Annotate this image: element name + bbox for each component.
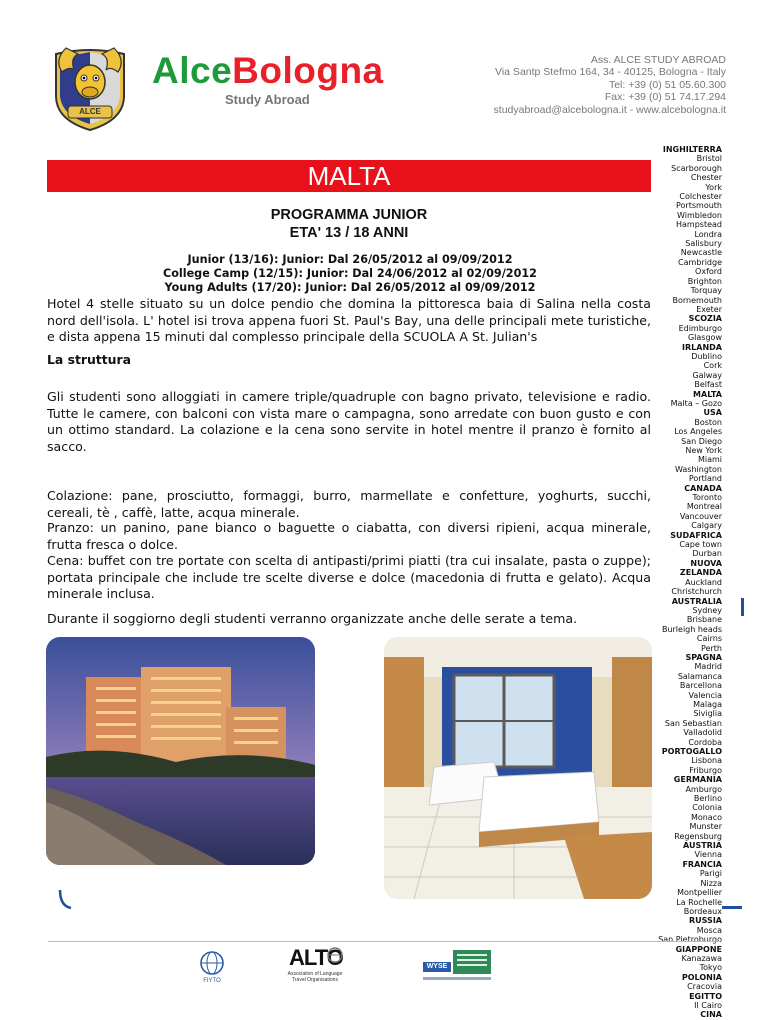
sidebar-city: Salisbury bbox=[685, 239, 722, 249]
colazione-paragraph: Colazione: pane, prosciutto, formaggi, burro, marmellate e confetture, yoghurts, succhi, cereali, tè , caffè, latte, acqua minerale. bbox=[47, 488, 651, 520]
sidebar-country: RUSSIA bbox=[689, 916, 722, 926]
sidebar-city: Amburgo bbox=[685, 784, 722, 794]
sidebar-city: Vancouver bbox=[679, 511, 722, 521]
sidebar-city: Boston bbox=[694, 417, 722, 427]
sidebar-city: Newcastle bbox=[680, 248, 722, 258]
sidebar-city: Wimbledon bbox=[676, 210, 722, 220]
sidebar-city: Parigi bbox=[699, 869, 722, 879]
wyse-label: WYSE bbox=[426, 963, 448, 970]
hotel-exterior-image bbox=[46, 637, 315, 865]
sidebar-city: Toronto bbox=[692, 493, 722, 503]
sidebar-city: Colchester bbox=[679, 192, 722, 202]
fiyto-logo bbox=[190, 948, 234, 986]
sidebar-city: Galway bbox=[692, 370, 722, 380]
alto-caption-2: Travel Organisations bbox=[292, 977, 338, 983]
sidebar-city: Portsmouth bbox=[676, 201, 722, 211]
sidebar-country: SUDAFRICA bbox=[670, 530, 722, 540]
sidebar-country: EGITTO bbox=[689, 991, 722, 1001]
sidebar-city: Montpellier bbox=[677, 888, 722, 898]
hotel-room-image bbox=[384, 637, 652, 899]
sidebar-city: Siviglia bbox=[693, 709, 722, 719]
alto-label: ALTO bbox=[289, 945, 343, 970]
contact-line: Via Santp Stefmo 164, 34 - 40125, Bologna - Italy bbox=[495, 66, 726, 79]
sidebar-city: Valencia bbox=[688, 690, 722, 700]
sidebar-city: Brisbane bbox=[686, 615, 722, 625]
pranzo-paragraph: Pranzo: un panino, pane bianco o baguette o ciabatta, con diversi ripieni, acqua minerale, frutta fresca o dolce. bbox=[47, 520, 651, 552]
sidebar-city: Malta – Gozo bbox=[670, 398, 722, 408]
sidebar-city: Barcellona bbox=[679, 681, 722, 691]
sidebar-city: York bbox=[705, 182, 722, 192]
sidebar-city: Dublino bbox=[691, 351, 722, 361]
sidebar-city: Cape town bbox=[679, 540, 722, 550]
sidebar-city: Christchurch bbox=[671, 587, 722, 597]
sidebar-country: NUOVA ZELANDA bbox=[679, 558, 722, 578]
footer-divider bbox=[48, 941, 720, 942]
badge-label: ALCE bbox=[79, 107, 101, 116]
sidebar-city: San Pietroburgo bbox=[658, 935, 722, 945]
sidebar-city: Monaco bbox=[690, 812, 722, 822]
sidebar-city: Malaga bbox=[693, 699, 722, 709]
date-line: Young Adults (17/20): Junior: Dal 26/05/2012 al 09/09/2012 bbox=[164, 281, 536, 294]
wyse-logo bbox=[423, 950, 491, 984]
section-heading-struttura: La struttura bbox=[47, 352, 131, 367]
dates-block bbox=[150, 253, 550, 295]
intro-paragraph: Hotel 4 stelle situato su un dolce pendio che domina la pittoresca baia di Salina nella costa nord dell'isola. L' hotel isi trova appena fuori St. Paul's Bay, una delle principali mete turistiche, e dista appena 15 minuti dal complesso principale della SCUOLA A St. Julian's bbox=[47, 296, 651, 344]
sidebar-city: New York bbox=[685, 446, 722, 455]
brand-bologna: Bologna bbox=[232, 50, 384, 91]
contact-line: Fax: +39 (0) 51 74.17.294 bbox=[604, 91, 726, 104]
sidebar-city: Sydney bbox=[692, 605, 722, 615]
sidebar-city: San Sebastian bbox=[664, 718, 722, 728]
date-line: College Camp (12/15): Junior: Dal 24/06/2012 al 02/09/2012 bbox=[163, 267, 537, 280]
hotel-exterior-photo bbox=[46, 637, 315, 865]
sidebar-city: Hampstead bbox=[676, 220, 722, 230]
contact-line[interactable]: studyabroad@alcebologna.it - www.alcebologna.it bbox=[493, 103, 726, 116]
sidebar-city: Nizza bbox=[700, 878, 722, 888]
sidebar-country: SPAGNA bbox=[685, 652, 722, 662]
sidebar-city: Lisbona bbox=[691, 756, 722, 766]
sidebar-city: Miami bbox=[697, 455, 722, 465]
sidebar-city: Tokyo bbox=[699, 963, 722, 973]
bracket-line-icon bbox=[722, 906, 742, 910]
sidebar-country: CINA bbox=[700, 1010, 722, 1020]
sidebar-city: San Diego bbox=[681, 436, 722, 446]
bracket-mark-icon bbox=[741, 598, 745, 616]
sidebar-city: Belfast bbox=[694, 380, 722, 390]
sidebar-country: INGHILTERRA bbox=[662, 145, 722, 154]
sidebar-city: Regensburg bbox=[674, 831, 722, 841]
alto-caption-1: Association of Language bbox=[287, 971, 343, 977]
sidebar-city: Bornemouth bbox=[672, 295, 722, 305]
sidebar-city: Perth bbox=[701, 643, 722, 653]
contact-line: Tel: +39 (0) 51 05.60.300 bbox=[608, 78, 726, 91]
sidebar-city: Scarborough bbox=[671, 163, 722, 173]
sidebar-country: AUSTRALIA bbox=[671, 596, 722, 606]
hotel-room-photo bbox=[384, 637, 652, 899]
sidebar-city: Vienna bbox=[694, 850, 722, 860]
country-banner: MALTA bbox=[47, 160, 651, 192]
alce-logo-badge bbox=[48, 40, 132, 134]
sidebar-city: Bordeaux bbox=[683, 906, 722, 916]
serate-paragraph: Durante il soggiorno degli studenti verranno organizzate anche delle serate a tema. bbox=[47, 611, 578, 626]
sidebar-city: Friburgo bbox=[689, 765, 722, 775]
cena-paragraph: Cena: buffet con tre portate con scelta di antipasti/primi piatti (tra cui insalate, pasta o zuppe); portata principale che include tre scelte diverse e dolce (macedonia di frutta e gelato). Acqua minerale inclusa. bbox=[47, 553, 651, 601]
sidebar-city: Cracovia bbox=[687, 982, 722, 992]
sidebar-city: Exeter bbox=[696, 304, 722, 314]
sidebar-city: Kanazawa bbox=[681, 953, 722, 963]
alto-caption bbox=[283, 971, 347, 983]
sidebar-city: Cairns bbox=[696, 634, 722, 644]
brand-title bbox=[152, 50, 384, 92]
sidebar-city: Los Angeles bbox=[674, 427, 722, 437]
sidebar-city: Colonia bbox=[692, 803, 722, 813]
sidebar-city: Portland bbox=[688, 474, 722, 484]
date-line: Junior (13/16): Junior: Dal 26/05/2012 al 09/09/2012 bbox=[187, 253, 513, 266]
program-age: ETA' 13 / 18 ANNI bbox=[289, 225, 409, 241]
sidebar-city: Montreal bbox=[686, 502, 722, 512]
fiyto-label: FIYTO bbox=[203, 978, 221, 984]
sidebar-country: GIAPPONE bbox=[675, 944, 722, 954]
struttura-paragraph: Gli studenti sono alloggiati in camere triple/quadruple con bagno privato, televisione e radio. Tutte le camere, con balconi con vista mare o campagna, sono arredate con buon gusto e con un ottimo standard. La colazione e la cena sono servite in hotel mentre il pranzo è fornito al sacco. bbox=[47, 389, 651, 454]
sidebar-country: SCOZIA bbox=[688, 314, 722, 324]
sidebar-city: Bristol bbox=[696, 154, 722, 164]
sidebar-country: IRLANDA bbox=[682, 342, 722, 352]
sidebar-city: Valladolid bbox=[683, 728, 722, 738]
sidebar-country: CANADA bbox=[684, 483, 722, 493]
contact-line: Ass. ALCE STUDY ABROAD bbox=[590, 54, 726, 66]
sidebar-country: POLONIA bbox=[681, 972, 722, 982]
sidebar-city: Mosca bbox=[696, 925, 722, 935]
sidebar-city: Glasgow bbox=[687, 333, 722, 343]
sidebar-city: Cork bbox=[703, 361, 722, 371]
sidebar-city: Auckland bbox=[685, 577, 722, 587]
sidebar-city: Munster bbox=[689, 822, 722, 832]
sidebar-city: Oxford bbox=[695, 267, 722, 277]
destinations-sidebar bbox=[652, 145, 722, 1020]
sidebar-country: USA bbox=[703, 408, 722, 418]
sidebar-city: Washington bbox=[674, 464, 722, 474]
sidebar-city: Brighton bbox=[687, 276, 722, 286]
sidebar-city: Burleigh heads bbox=[661, 624, 722, 634]
sidebar-city: Cordoba bbox=[688, 737, 722, 747]
brand-subtitle: Study Abroad bbox=[225, 92, 310, 107]
sidebar-city: Torquay bbox=[690, 286, 722, 296]
sidebar-country: PORTOGALLO bbox=[661, 747, 722, 756]
sidebar-city: Edimburgo bbox=[678, 323, 722, 333]
alto-globe-icon bbox=[327, 947, 343, 963]
sidebar-city: La Rochelle bbox=[676, 897, 722, 907]
bracket-curve-icon bbox=[58, 888, 72, 910]
sidebar-city: Durban bbox=[692, 549, 722, 559]
contact-block bbox=[494, 54, 726, 116]
sidebar-country: GERMANIA bbox=[673, 775, 722, 785]
sidebar-country: MALTA bbox=[693, 389, 722, 399]
sidebar-country: AUSTRIA bbox=[683, 841, 722, 851]
sidebar-city: Chester bbox=[690, 173, 722, 183]
sidebar-city: Londra bbox=[694, 229, 722, 239]
sidebar-city: Madrid bbox=[694, 662, 722, 672]
sidebar-city: Salamanca bbox=[677, 671, 722, 681]
moose-crest-icon bbox=[48, 40, 132, 134]
sidebar-city: Cambridge bbox=[678, 257, 722, 267]
brand-alce: Alce bbox=[152, 50, 233, 91]
program-title: PROGRAMMA JUNIOR bbox=[270, 207, 428, 223]
sidebar-city: Il Cairo bbox=[694, 1000, 722, 1010]
sidebar-city: Berlino bbox=[693, 794, 722, 804]
sidebar-city: Calgary bbox=[691, 521, 722, 531]
alto-logo bbox=[283, 945, 347, 991]
sidebar-country: FRANCIA bbox=[682, 859, 722, 869]
